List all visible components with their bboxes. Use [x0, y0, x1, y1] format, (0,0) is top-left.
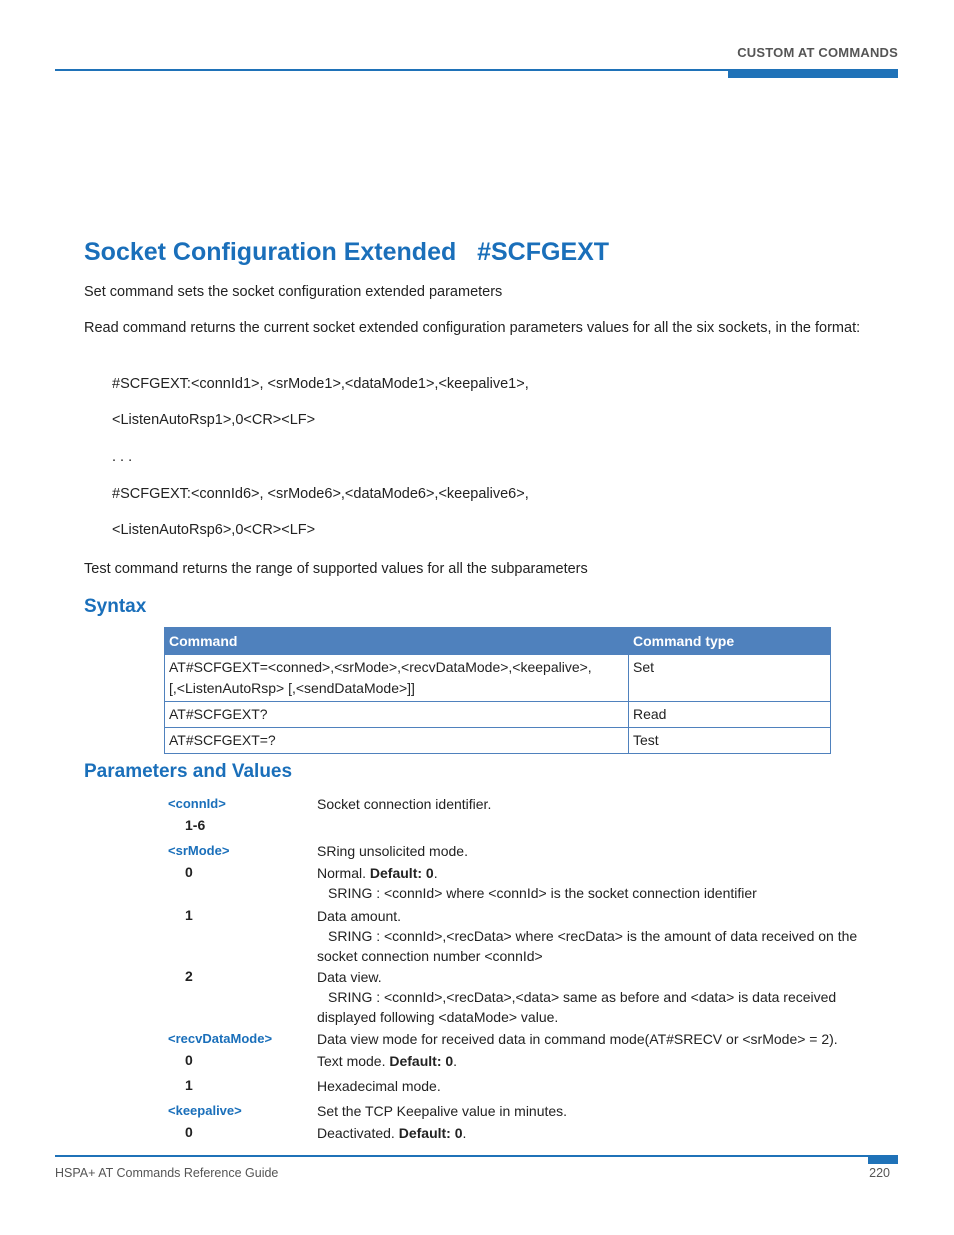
- value-desc-text: Data view.: [317, 969, 382, 985]
- format-line-1: #SCFGEXT:<connId1>, <srMode1>,<dataMode1>,<keepalive1>,: [112, 376, 529, 392]
- column-header-command: Command: [165, 628, 629, 655]
- format-ellipsis: . . .: [112, 449, 133, 465]
- header-accent-block: [728, 69, 898, 78]
- footer-page-number: 220: [869, 1166, 890, 1180]
- table-header-row: [165, 628, 831, 655]
- default-label: Default: 0: [398, 1125, 463, 1141]
- param-value-recvdatamode-0: 0: [185, 1052, 193, 1068]
- footer-rule: [55, 1155, 898, 1157]
- param-name-srmode: <srMode>: [168, 843, 230, 858]
- format-line-3: #SCFGEXT:<connId6>, <srMode6>,<dataMode6>,<keepalive6>,: [112, 486, 529, 502]
- param-name-keepalive: <keepalive>: [168, 1103, 242, 1118]
- command-text-line-1: AT#SCFGEXT=<conned>,<srMode>,<recvDataMode>,<keepalive>,: [169, 659, 592, 675]
- intro-paragraph-test: Test command returns the range of supported values for all the subparameters: [84, 561, 588, 577]
- footer-accent-block: [868, 1155, 898, 1164]
- table-row: [165, 728, 831, 754]
- value-desc-text: Text mode.: [317, 1053, 390, 1069]
- value-desc-end: .: [453, 1053, 458, 1069]
- param-value-srmode-0: 0: [185, 864, 193, 880]
- syntax-table: [164, 627, 831, 754]
- value-sub-desc: SRING : <connId> where <connId> is the socket connection identifier: [328, 885, 757, 901]
- command-type-cell: Test: [629, 728, 831, 754]
- table-row: [165, 655, 831, 702]
- format-line-2: <ListenAutoRsp1>,0<CR><LF>: [112, 412, 316, 428]
- syntax-heading: Syntax: [84, 596, 147, 617]
- value-desc-end: .: [433, 865, 438, 881]
- command-type-cell: Read: [629, 702, 831, 728]
- value-desc-text: Normal.: [317, 865, 370, 881]
- command-cell: [165, 655, 629, 702]
- param-name-recvdatamode: <recvDataMode>: [168, 1031, 273, 1046]
- intro-paragraph-read: Read command returns the current socket extended configuration parameters values for all the six sockets, in the format:: [84, 320, 861, 336]
- table-row: [165, 702, 831, 728]
- param-desc-recvdatamode-1: Hexadecimal mode.: [317, 1078, 441, 1094]
- param-value-connid-range: 1-6: [185, 817, 206, 833]
- command-text-line-2: [,<ListenAutoRsp> [,<sendDataMode>]]: [169, 680, 415, 696]
- param-value-srmode-2: 2: [185, 968, 193, 984]
- param-value-srmode-1: 1: [185, 907, 193, 923]
- param-desc-srmode-0: [317, 863, 877, 903]
- column-header-command-type: Command type: [629, 628, 831, 655]
- param-value-recvdatamode-1: 1: [185, 1077, 193, 1093]
- value-sub-desc: SRING : <connId>,<recData> where <recData> is the amount of data received on the socket connection number <connId>: [317, 928, 858, 964]
- param-desc-connid: Socket connection identifier.: [317, 796, 492, 812]
- intro-paragraph-set: Set command sets the socket configuration extended parameters: [84, 284, 503, 300]
- parameters-heading: Parameters and Values: [84, 761, 293, 782]
- param-desc-keepalive: Set the TCP Keepalive value in minutes.: [317, 1103, 568, 1119]
- footer-document-title: HSPA+ AT Commands Reference Guide: [55, 1166, 279, 1180]
- header-section-label: CUSTOM AT COMMANDS: [737, 45, 898, 60]
- param-value-keepalive-0: 0: [185, 1124, 193, 1140]
- page-title: Socket Configuration Extended #SCFGEXT: [84, 238, 610, 266]
- param-name-connid: <connId>: [168, 796, 226, 811]
- param-desc-recvdatamode: Data view mode for received data in command mode(AT#SRECV or <srMode> = 2).: [317, 1031, 838, 1047]
- param-desc-srmode-2: [317, 967, 877, 1027]
- param-desc-srmode-1: [317, 906, 877, 966]
- value-sub-desc: SRING : <connId>,<recData>,<data> same as before and <data> is data received displayed following <dataMode> value.: [317, 989, 837, 1025]
- param-desc-srmode: SRing unsolicited mode.: [317, 843, 468, 859]
- format-line-4: <ListenAutoRsp6>,0<CR><LF>: [112, 522, 316, 538]
- command-cell: AT#SCFGEXT?: [165, 702, 629, 728]
- param-desc-recvdatamode-0: [317, 1051, 877, 1071]
- value-desc-text: Data amount.: [317, 908, 402, 924]
- value-desc-end: .: [462, 1125, 467, 1141]
- param-desc-keepalive-0: [317, 1123, 877, 1143]
- value-desc-text: Deactivated.: [317, 1125, 399, 1141]
- command-type-cell: Set: [629, 655, 831, 702]
- default-label: Default: 0: [389, 1053, 454, 1069]
- default-label: Default: 0: [369, 865, 434, 881]
- command-cell: AT#SCFGEXT=?: [165, 728, 629, 754]
